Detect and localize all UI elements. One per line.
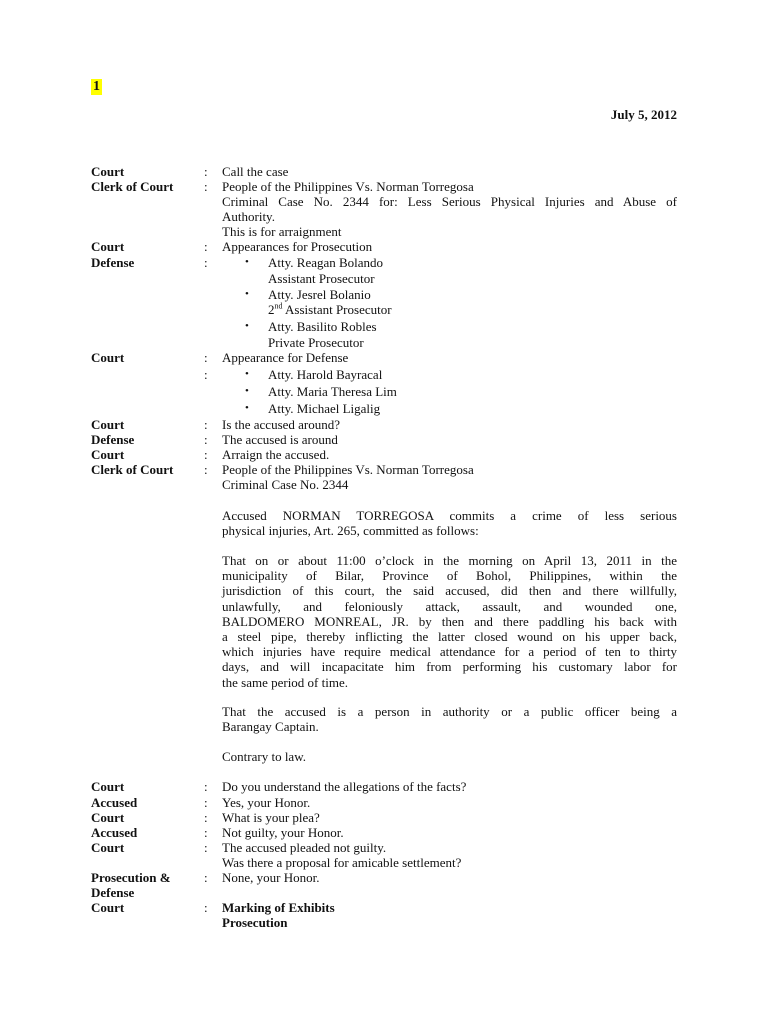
information-authority: [222, 704, 677, 734]
speaker-label: Clerk of Court: [91, 179, 174, 194]
bullet-icon: •: [245, 368, 249, 380]
colon: :: [204, 840, 208, 855]
transcript-line: [91, 477, 677, 492]
dialogue-text: Not guilty, your Honor.: [222, 825, 344, 840]
bullet-icon: •: [245, 288, 249, 300]
list-item: [91, 335, 677, 350]
attorney-name: Atty. Basilito Robles: [268, 319, 377, 334]
list-item: [91, 367, 677, 382]
speaker-label: Court: [91, 164, 125, 179]
colon: :: [204, 179, 208, 194]
bullet-icon: •: [245, 402, 249, 414]
transcript-line: [91, 194, 677, 209]
paragraph-line: That on or about 11:00 o’clock in the morning on April 13, 2011 in the: [222, 553, 677, 568]
attorney-role: Private Prosecutor: [268, 335, 364, 350]
speaker-label: Court: [91, 810, 125, 825]
dialogue-text: None, your Honor.: [222, 870, 320, 885]
list-item: [91, 255, 677, 270]
attorney-name: Atty. Maria Theresa Lim: [268, 384, 397, 399]
dialogue-text: Arraign the accused.: [222, 447, 330, 462]
dialogue-text: Do you understand the allegations of the facts?: [222, 779, 467, 794]
paragraph-line: Barangay Captain.: [222, 719, 319, 735]
list-item: [91, 384, 677, 399]
attorney-role: [268, 302, 677, 317]
paragraph-line: Contrary to law.: [222, 749, 306, 764]
transcript-line: [91, 350, 677, 365]
transcript-line: [91, 900, 677, 915]
hearing-date: July 5, 2012: [610, 107, 677, 122]
paragraph-line: That the accused is a person in authority or a public officer being a: [222, 704, 677, 719]
dialogue-text: Criminal Case No. 2344 for: Less Serious Physical Injuries and Abuse of: [222, 194, 677, 209]
dialogue-text: Was there a proposal for amicable settlement?: [222, 855, 462, 870]
page-number: 1: [93, 79, 100, 94]
dialogue-text: What is your plea?: [222, 810, 320, 825]
transcript-line: [91, 840, 677, 855]
colon: :: [204, 432, 208, 447]
dialogue-text: Appearance for Defense: [222, 350, 349, 365]
list-item: [91, 401, 677, 416]
colon: :: [204, 447, 208, 462]
speaker-label: Defense: [91, 432, 135, 447]
colon: :: [204, 255, 208, 270]
transcript-line: [91, 915, 677, 930]
transcript-line: [91, 810, 677, 825]
transcript-line: [91, 855, 677, 870]
colon: :: [204, 417, 208, 432]
transcript-line: [91, 417, 677, 432]
dialogue-text: The accused pleaded not guilty.: [222, 840, 387, 855]
colon: :: [204, 870, 208, 885]
colon: :: [204, 810, 208, 825]
dialogue-text: Is the accused around?: [222, 417, 341, 432]
paragraph-line: physical injuries, Art. 265, committed as follows:: [222, 523, 479, 539]
attorney-name: Atty. Michael Ligalig: [268, 401, 381, 416]
bullet-icon: •: [245, 320, 249, 332]
list-item: [91, 287, 677, 302]
transcript-line: [91, 239, 677, 254]
bullet-icon: •: [245, 385, 249, 397]
transcript-line: [91, 885, 677, 900]
transcript-line: [91, 224, 677, 239]
paragraph-line: which injuries have require medical attendance for a period of ten to thirty: [222, 644, 677, 660]
dialogue-text: People of the Philippines Vs. Norman Torregosa: [222, 179, 474, 194]
transcript-line: [91, 795, 677, 810]
colon: :: [204, 164, 208, 179]
colon: :: [204, 795, 208, 810]
paragraph-line: the same period of time.: [222, 674, 348, 690]
colon: :: [204, 825, 208, 840]
role-text: Assistant Prosecutor: [282, 302, 392, 317]
attorney-name: Atty. Reagan Bolando: [268, 255, 384, 270]
information-intro: [222, 508, 677, 538]
ordinal-suffix: nd: [274, 301, 283, 311]
section-subheading: Prosecution: [222, 915, 288, 930]
transcript-line: [91, 179, 677, 194]
speaker-label: Court: [91, 840, 125, 855]
paragraph-line: Accused NORMAN TORREGOSA commits a crime of less serious: [222, 508, 677, 523]
transcript-line: [91, 825, 677, 840]
dialogue-text: Criminal Case No. 2344: [222, 477, 349, 492]
speaker-label: Court: [91, 447, 125, 462]
dialogue-text: Appearances for Prosecution: [222, 239, 373, 254]
speaker-label: Defense: [91, 885, 135, 900]
speaker-label: Accused: [91, 795, 138, 810]
speaker-label: Court: [91, 239, 125, 254]
speaker-label: Prosecution &: [91, 870, 171, 885]
speaker-label: Court: [91, 779, 125, 794]
paragraph-line: municipality of Bilar, Province of Bohol, Philippines, within the: [222, 568, 677, 584]
list-item: [91, 302, 677, 317]
speaker-label: Court: [91, 417, 125, 432]
attorney-name: Atty. Jesrel Bolanio: [268, 287, 371, 302]
ordinal-number: 2: [268, 302, 275, 317]
dialogue-text: People of the Philippines Vs. Norman Torregosa: [222, 462, 474, 477]
colon: :: [204, 239, 208, 254]
transcript-line: [91, 447, 677, 462]
transcript-line: [91, 779, 677, 794]
colon: :: [204, 367, 208, 382]
transcript-line: [91, 870, 677, 885]
paragraph-line: unlawfully, and feloniously attack, assault, and wounded one,: [222, 598, 677, 614]
paragraph-line: a steel pipe, thereby inflicting the latter closed wound on his upper back,: [222, 628, 677, 644]
attorney-role: Assistant Prosecutor: [268, 271, 375, 286]
speaker-label: Defense: [91, 255, 135, 270]
speaker-label: Court: [91, 900, 125, 915]
list-item: [91, 271, 677, 286]
dialogue-text: This is for arraignment: [222, 224, 342, 239]
paragraph-line: BALDOMERO MONREAL, JR. by then and there paddling his back with: [222, 613, 677, 629]
colon: :: [204, 350, 208, 365]
information-closing: [222, 749, 677, 764]
colon: :: [204, 900, 208, 915]
attorney-name: Atty. Harold Bayracal: [268, 367, 383, 382]
speaker-label: Court: [91, 350, 125, 365]
list-item: [91, 319, 677, 334]
transcript-line: [91, 462, 677, 477]
paragraph-line: days, and will incapacitate him from performing his customary labor for: [222, 659, 677, 675]
information-body: [222, 553, 677, 690]
dialogue-text: Authority.: [222, 209, 275, 224]
transcript-line: [91, 432, 677, 447]
section-heading: Marking of Exhibits: [222, 900, 335, 915]
colon: :: [204, 462, 208, 477]
transcript-line: [91, 209, 677, 224]
dialogue-text: Yes, your Honor.: [222, 795, 311, 810]
speaker-label: Clerk of Court: [91, 462, 174, 477]
paragraph-line: jurisdiction of this court, the said accused, did then and there willfully,: [222, 583, 677, 599]
bullet-icon: •: [245, 256, 249, 268]
transcript-line: [91, 164, 677, 179]
dialogue-text: Call the case: [222, 164, 289, 179]
speaker-label: Accused: [91, 825, 138, 840]
dialogue-text: The accused is around: [222, 432, 338, 447]
colon: :: [204, 779, 208, 794]
